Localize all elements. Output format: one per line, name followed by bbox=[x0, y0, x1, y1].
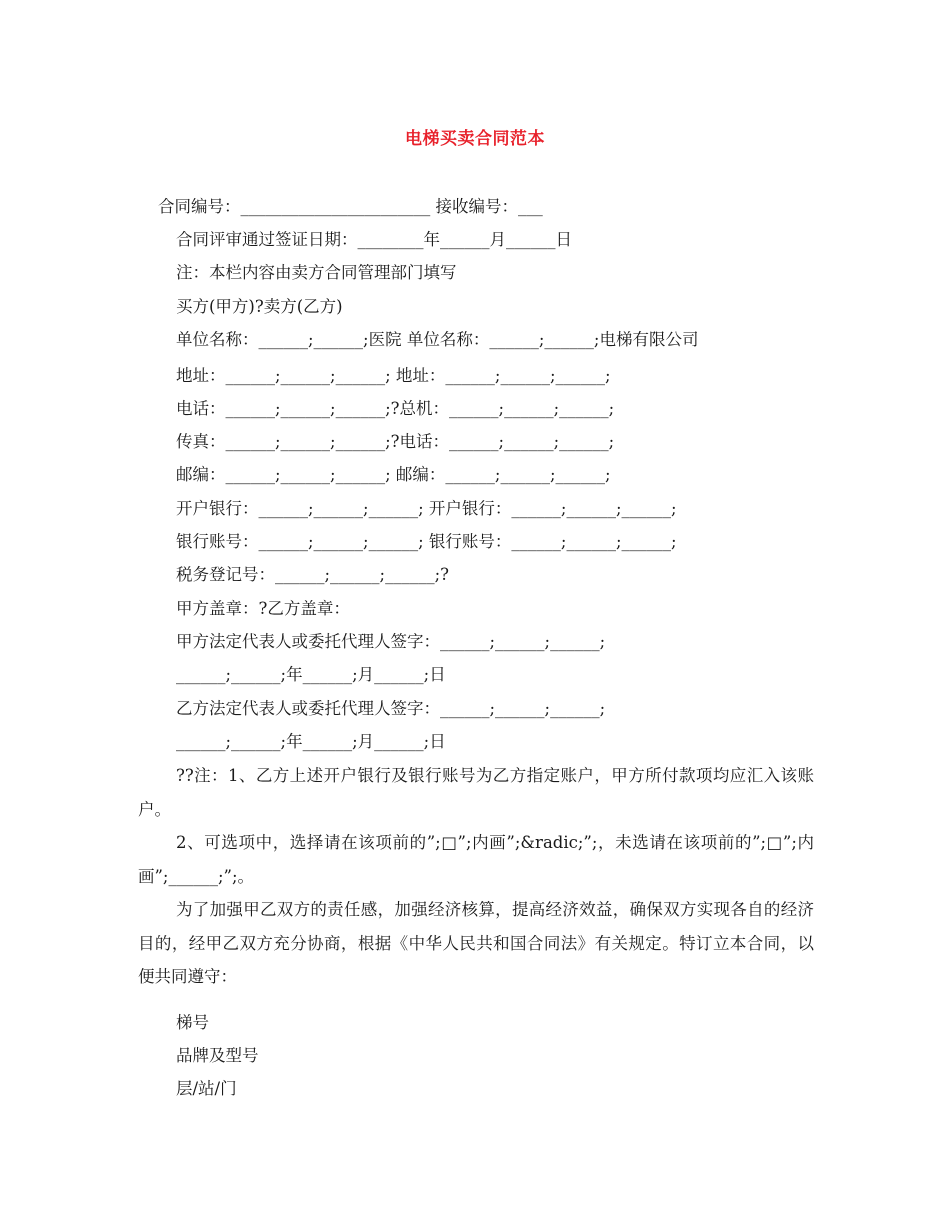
note-line: 注：本栏内容由卖方合同管理部门填写 bbox=[176, 263, 457, 282]
parties-line: 买方(甲方)?卖方(乙方) bbox=[176, 297, 343, 316]
postcode-line: 邮编：______;______;______; 邮编：______;______;______; bbox=[176, 465, 611, 484]
address-line: 地址：______;______;______; 地址：______;______;______; bbox=[176, 366, 611, 385]
party-b-signature-line: 乙方法定代表人或委托代理人签字：______;______;______; bbox=[176, 699, 606, 718]
phone-line: 电话：______;______;______;?总机：______;______;______; bbox=[176, 399, 615, 418]
contract-number-line: 合同编号：_______________________ 接收编号：___ bbox=[158, 197, 543, 216]
party-a-date-line: ______;______;年______;月______;日 bbox=[176, 665, 446, 684]
list-item: 梯号 bbox=[176, 1013, 209, 1032]
bank-line: 开户银行：______;______;______; 开户银行：______;______;______; bbox=[176, 499, 677, 518]
list-item: 层/站/门 bbox=[176, 1079, 237, 1098]
tax-number-line: 税务登记号：______;______;______;? bbox=[176, 565, 450, 584]
fax-line: 传真：______;______;______;?电话：______;______;______; bbox=[176, 432, 615, 451]
review-date-line: 合同评审通过签证日期：________年______月______日 bbox=[176, 230, 572, 249]
seal-line: 甲方盖章：?乙方盖章： bbox=[176, 599, 350, 618]
party-a-signature-line: 甲方法定代表人或委托代理人签字：______;______;______; bbox=[176, 632, 606, 651]
unit-name-line: 单位名称：______;______;医院 单位名称：______;______;电梯有限公司 bbox=[176, 330, 699, 349]
note-paragraph-2: 2、可选项中，选择请在该项前的”;□”;内画”;&radic;”;，未选请在该项前的”;□”;内画”;______;”;。 bbox=[138, 833, 814, 886]
document-title: 电梯买卖合同范本 bbox=[405, 129, 545, 149]
note-paragraph-1: ??注：1、乙方上述开户银行及银行账号为乙方指定账户，甲方所付款项均应汇入该账户。 bbox=[138, 766, 814, 819]
party-b-date-line: ______;______;年______;月______;日 bbox=[176, 732, 446, 751]
account-line: 银行账号：______;______;______; 银行账号：______;______;______; bbox=[176, 532, 677, 551]
intro-paragraph: 为了加强甲乙双方的责任感，加强经济核算，提高经济效益，确保双方实现各自的经济目的，经甲乙双方充分协商，根据《中华人民共和国合同法》有关规定。特订立本合同，以便共同遵守： bbox=[138, 900, 814, 986]
list-item: 品牌及型号 bbox=[176, 1046, 259, 1065]
